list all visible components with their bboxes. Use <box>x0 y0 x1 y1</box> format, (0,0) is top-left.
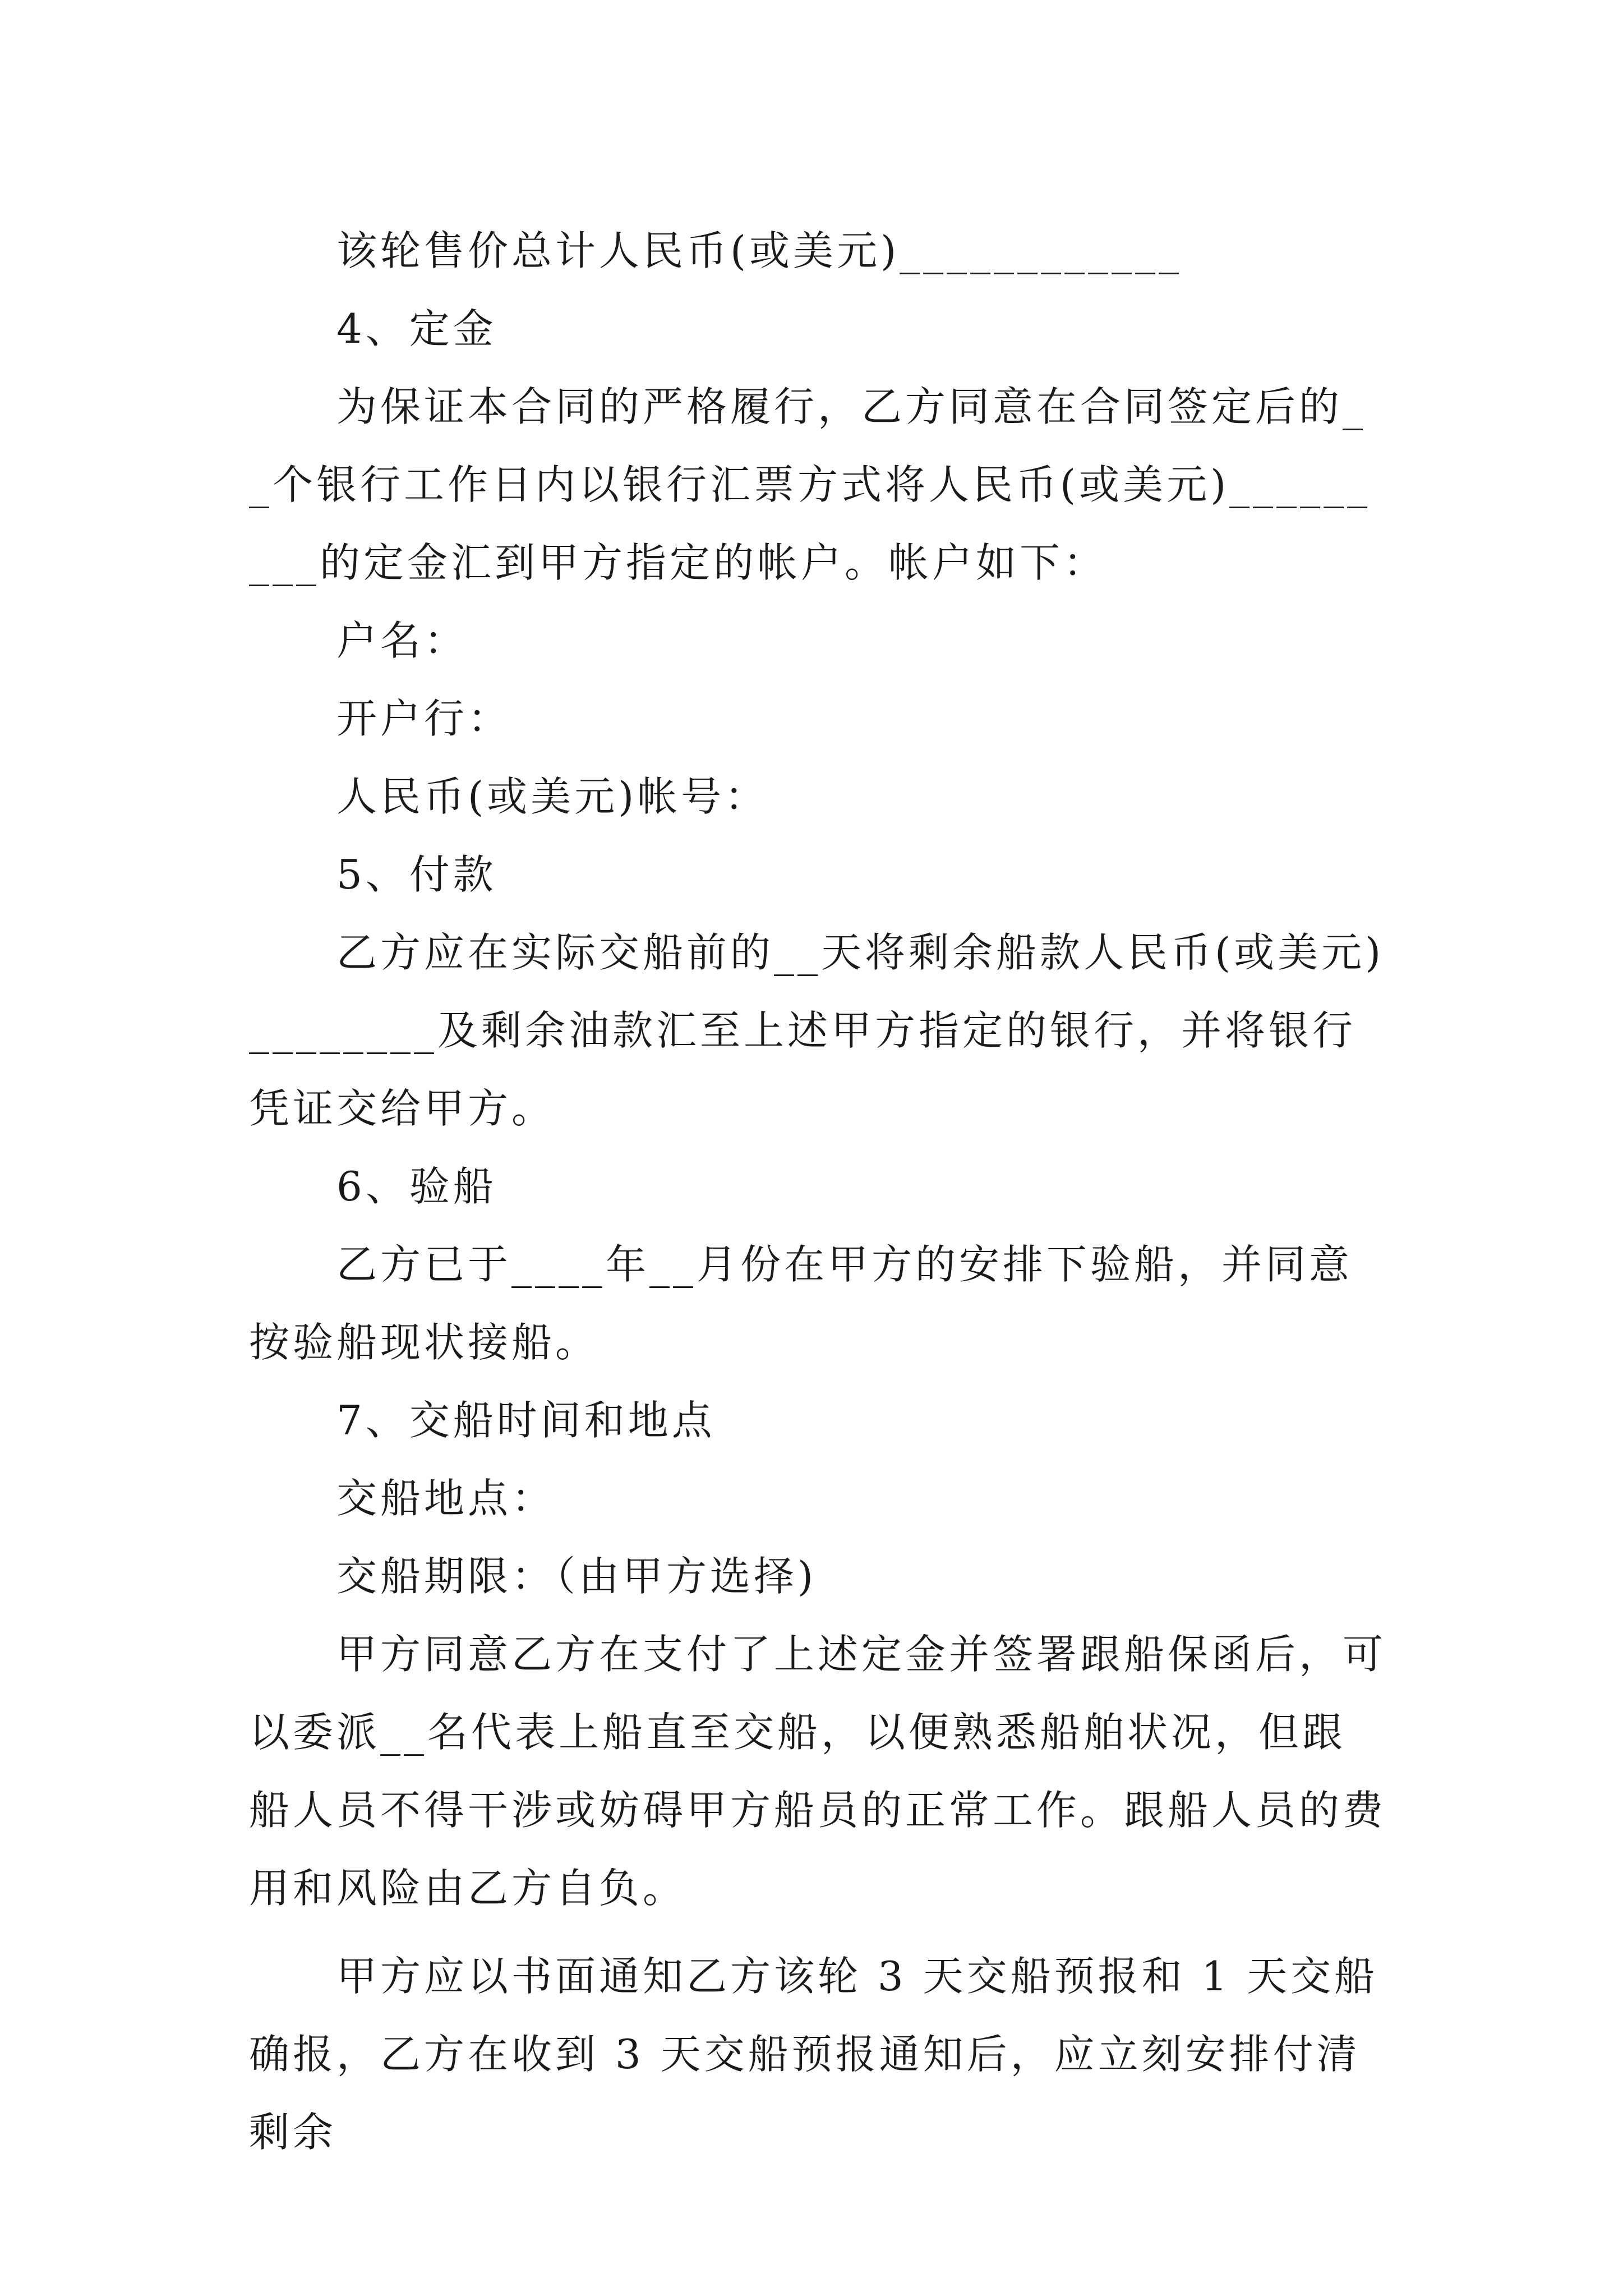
paragraph-delivery-notice: 甲方应以书面通知乙方该轮 3 天交船预报和 1 天交船确报，乙方在收到 3 天交船预报通知后，应立刻安排付清剩余 <box>249 1953 1378 2156</box>
field-delivery-location: 交船地点： <box>336 1475 556 1522</box>
field-account-name: 户名： <box>336 617 468 664</box>
field-bank: 开户行： <box>336 695 512 742</box>
document-body <box>249 212 1387 2171</box>
heading-delivery: 7、交船时间和地点 <box>336 1397 716 1444</box>
heading-inspection: 6、验船 <box>336 1163 497 1210</box>
field-account-number: 人民币(或美元)帐号： <box>336 773 769 820</box>
paragraph-deposit-terms: 为保证本合同的严格履行，乙方同意在合同签定后的__个银行工作日内以银行汇票方式将人民币(或美元)_________的定金汇到甲方指定的帐户。帐户如下： <box>249 383 1371 586</box>
field-delivery-deadline: 交船期限：（由甲方选择) <box>336 1553 817 1600</box>
heading-payment: 5、付款 <box>336 851 497 898</box>
paragraph-crew-terms: 甲方同意乙方在支付了上述定金并签署跟船保函后，可以委派__名代表上船直至交船，以便熟悉船舶状况，但跟船人员不得干涉或妨碍甲方船员的正常工作。跟船人员的费用和风险由乙方自负。 <box>249 1631 1387 1912</box>
paragraph-inspection-terms: 乙方已于____年__月份在甲方的安排下验船，并同意按验船现状接船。 <box>249 1241 1353 1366</box>
paragraph-sale-price: 该轮售价总计人民币(或美元)____________ <box>336 227 1183 274</box>
heading-deposit: 4、定金 <box>336 305 497 352</box>
paragraph-payment-terms: 乙方应在实际交船前的__天将剩余船款人民币(或美元)________及剩余油款汇至上述甲方指定的银行，并将银行凭证交给甲方。 <box>249 929 1385 1132</box>
paragraph-gap <box>249 1927 1387 1938</box>
